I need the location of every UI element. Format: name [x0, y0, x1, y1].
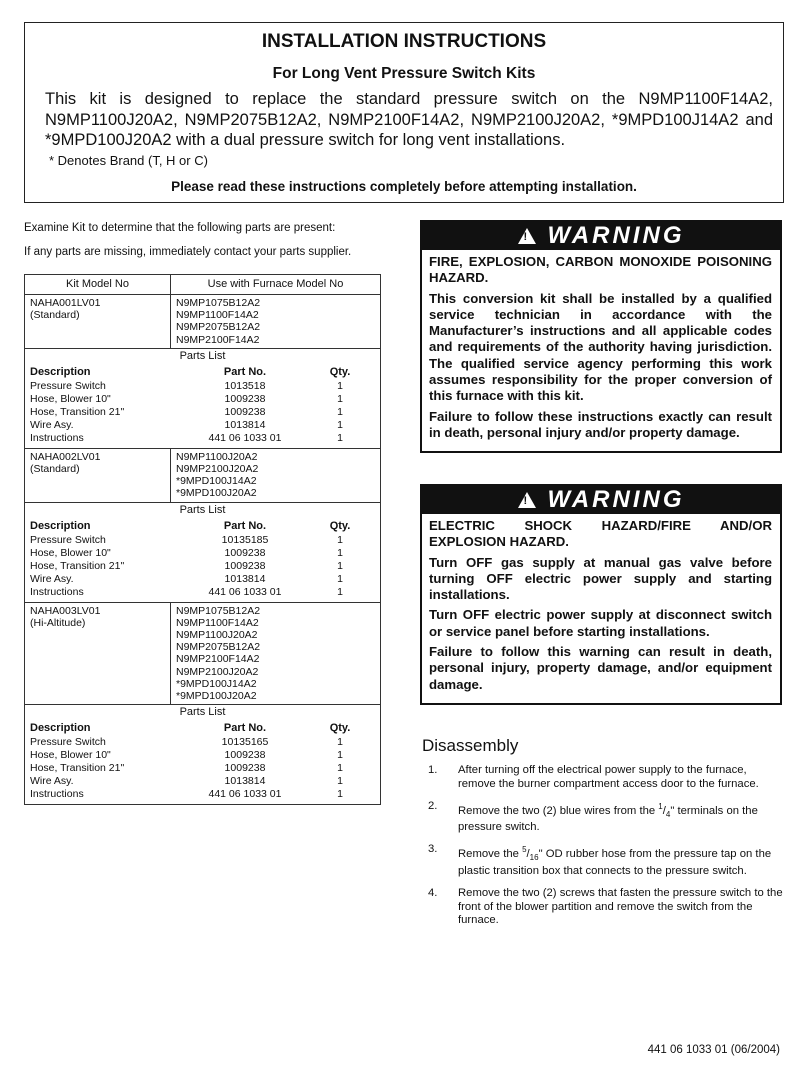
kit-variant: (Standard): [30, 463, 80, 476]
furnace-model: N9MP1100F14A2: [176, 616, 259, 629]
kit-body: [25, 295, 381, 805]
parts-header: [25, 364, 380, 380]
warning-banner-text: WARNING: [547, 222, 685, 249]
part-number: 10135165: [221, 736, 269, 749]
kit-row: [25, 448, 381, 502]
part-desc: Hose, Blower 10": [30, 546, 111, 559]
warning-banner-text: WARNING: [547, 486, 685, 513]
part-row: [25, 788, 380, 801]
step-text: [458, 843, 784, 879]
part-qty: 1: [337, 762, 343, 775]
kit-model-number: NAHA001LV01: [30, 297, 101, 309]
parts-list-cell: [25, 502, 381, 602]
step-number: 3.: [428, 843, 438, 856]
part-qty: 1: [337, 559, 343, 572]
part-desc: Wire Asy.: [30, 775, 74, 788]
fraction-slash: /: [526, 847, 530, 860]
kit-row: [25, 602, 381, 705]
part-qty: 1: [337, 585, 343, 598]
parts-row: [25, 705, 381, 805]
kit-model-cell: [25, 602, 171, 705]
brand-note: * Denotes Brand (T, H or C): [49, 153, 208, 168]
part-row: [25, 573, 380, 586]
part-desc: Hose, Transition 21": [30, 762, 125, 775]
warning-paragraph: Failure to follow these instructions exactly can result in death, personal injury and/or property damage.: [429, 408, 772, 440]
parts-row: [25, 348, 381, 448]
part-number: 441 06 1033 01: [208, 788, 282, 801]
part-number: 441 06 1033 01: [208, 585, 282, 598]
disassembly-step: [428, 843, 784, 879]
part-number: 1013518: [224, 379, 266, 392]
kit-model-cell: [25, 448, 171, 502]
kit-variant: (Hi-Altitude): [30, 616, 86, 629]
fraction-denominator: 16: [529, 853, 539, 863]
part-number: 1013814: [224, 572, 266, 585]
kit-model-cell: [25, 295, 171, 349]
part-qty: 1: [337, 749, 343, 762]
furnace-model: N9MP2100F14A2: [176, 653, 260, 666]
furnace-model: N9MP2075B12A2: [176, 321, 261, 334]
part-row: [25, 749, 380, 762]
furnace-model: N9MP1075B12A2: [176, 604, 261, 617]
step-number: 1.: [428, 764, 438, 776]
kit-variant: (Standard): [30, 309, 80, 322]
warning-banner: [422, 222, 780, 250]
parts-header-qty: Qty.: [329, 722, 351, 735]
warning-paragraph: Failure to follow this warning can result in death, personal injury, property damage, and/or equipment damage.: [429, 644, 772, 692]
part-row: [25, 775, 380, 788]
warning-banner: [422, 486, 780, 514]
part-desc: Instructions: [30, 431, 84, 444]
part-number: 1009238: [224, 546, 266, 559]
parts-header-desc: Description: [30, 722, 91, 735]
parts-header-qty: Qty.: [329, 365, 351, 378]
part-qty: 1: [337, 405, 343, 418]
examine-line: Examine Kit to determine that the following parts are present:: [24, 222, 336, 234]
part-qty: 1: [337, 379, 343, 392]
part-row: [25, 547, 380, 560]
step-text-part: Remove the two (2) blue wires from the: [458, 804, 659, 817]
part-row: [25, 762, 380, 775]
part-row: [25, 393, 380, 406]
parts-header-part: Part No.: [223, 722, 267, 735]
furnace-model: N9MP2100J20A2: [176, 463, 259, 476]
part-row: [25, 406, 380, 419]
parts-header: [25, 518, 380, 534]
part-desc: Wire Asy.: [30, 572, 74, 585]
part-qty: 1: [337, 418, 343, 431]
step-text-part: Remove the: [458, 847, 523, 860]
part-desc: Pressure Switch: [30, 736, 106, 749]
part-number: 1009238: [224, 392, 266, 405]
furnace-model: N9MP2100F14A2: [176, 333, 260, 346]
part-number: 1009238: [224, 749, 266, 762]
warning-triangle-icon: !: [518, 492, 536, 508]
header-box: [24, 22, 784, 203]
step-text: [458, 764, 784, 792]
table-header-row: [25, 275, 381, 295]
kit-row: [25, 295, 381, 349]
part-qty: 1: [337, 572, 343, 585]
step-text-part: " OD rubber hose from the pressure tap on the plastic transition box that connects to the pressure switch.: [458, 847, 772, 878]
page-subtitle: For Long Vent Pressure Switch Kits: [272, 65, 536, 82]
kit-model-number: NAHA003LV01: [30, 604, 101, 617]
part-desc: Pressure Switch: [30, 379, 106, 392]
warning-box-electric: [420, 484, 782, 705]
part-qty: 1: [337, 775, 343, 788]
furnace-model: *9MPD100J20A2: [176, 487, 257, 500]
part-number: 1009238: [224, 762, 266, 775]
part-desc: Pressure Switch: [30, 533, 106, 546]
furnace-model: N9MP1075B12A2: [176, 297, 261, 309]
furnace-model: N9MP2075B12A2: [176, 641, 261, 654]
part-number: 1013814: [224, 775, 266, 788]
page-title: INSTALLATION INSTRUCTIONS: [261, 31, 547, 52]
part-row: [25, 534, 380, 547]
disassembly-step: [428, 887, 784, 928]
parts-list-cell: [25, 348, 381, 448]
warning-paragraph: Turn OFF gas supply at manual gas valve before turning OFF electric power supply and starting installations.: [429, 554, 772, 603]
document-number: 441 06 1033 01 (06/2004): [647, 1044, 780, 1056]
fraction-numerator: 1: [658, 801, 663, 811]
part-qty: 1: [337, 392, 343, 405]
disassembly-heading: Disassembly: [422, 736, 519, 755]
furnace-models-cell: [171, 448, 381, 502]
part-desc: Hose, Transition 21": [30, 559, 125, 572]
part-qty: 1: [337, 788, 343, 801]
parts-list-cell: [25, 705, 381, 805]
part-row: [25, 380, 380, 393]
parts-list-label: Parts List: [179, 349, 226, 362]
step-text-part: Remove the two (2) screws that fasten the pressure switch to the front of the blower partition and remove the switch from the furnace.: [458, 886, 783, 927]
parts-header-part: Part No.: [223, 519, 267, 532]
furnace-model: *9MPD100J14A2: [176, 475, 257, 488]
intro-paragraph: This kit is designed to replace the standard pressure switch on the N9MP1100F14A2, N9MP1100J20A2, N9MP2075B12A2, N9MP2100F14A2, N9MP2100J20A2, *9MPD100J14A2 and *9MPD100J20A2 with a dual pressure switch for long vent installations.: [45, 90, 773, 149]
disassembly-step: [428, 764, 784, 792]
part-qty: 1: [337, 736, 343, 749]
parts-header-part: Part No.: [223, 365, 267, 378]
step-text: [458, 887, 784, 928]
disassembly-steps: [428, 764, 784, 936]
step-number: 2.: [428, 799, 438, 812]
part-row: [25, 432, 380, 445]
parts-header-desc: Description: [30, 365, 91, 378]
part-row: [25, 586, 380, 599]
part-qty: 1: [337, 431, 343, 444]
col-kit-header: Kit Model No: [25, 275, 171, 295]
part-number: 1009238: [224, 405, 266, 418]
warning-paragraph: Turn OFF electric power supply at disconnect switch or service panel before starting installations.: [429, 607, 772, 639]
part-desc: Instructions: [30, 788, 84, 801]
read-note: Please read these instructions completely before attempting installation.: [171, 179, 637, 194]
missing-parts-line: If any parts are missing, immediately contact your parts supplier.: [24, 246, 352, 258]
furnace-models-cell: [171, 602, 381, 705]
parts-list-label: Parts List: [179, 503, 226, 516]
part-qty: 1: [337, 533, 343, 546]
parts-header-desc: Description: [30, 519, 91, 532]
warning-triangle-icon: !: [518, 228, 536, 244]
furnace-model: *9MPD100J20A2: [176, 690, 257, 703]
furnace-model: N9MP1100J20A2: [176, 629, 258, 642]
step-text: [458, 800, 784, 836]
parts-row: [25, 502, 381, 602]
part-qty: 1: [337, 546, 343, 559]
parts-list-label: Parts List: [179, 706, 226, 719]
fraction-slash: /: [662, 804, 666, 817]
kit-model-number: NAHA002LV01: [30, 450, 101, 463]
step-number: 4.: [428, 886, 438, 899]
parts-header: [25, 720, 380, 736]
part-desc: Hose, Transition 21": [30, 405, 125, 418]
fraction-numerator: 5: [522, 845, 527, 855]
warning-body: [422, 514, 780, 703]
disassembly-step: [428, 800, 784, 836]
part-number: 1013814: [224, 418, 266, 431]
part-desc: Hose, Blower 10": [30, 749, 111, 762]
part-row: [25, 419, 380, 432]
warning-box-fire: [420, 220, 782, 453]
warning-hazard: FIRE, EXPLOSION, CARBON MONOXIDE POISONING HAZARD.: [429, 254, 772, 286]
part-number: 1009238: [224, 559, 266, 572]
part-desc: Wire Asy.: [30, 418, 74, 431]
furnace-models-cell: [171, 295, 381, 349]
part-row: [25, 560, 380, 573]
furnace-model: N9MP1100J20A2: [176, 450, 258, 463]
warning-hazard: ELECTRIC SHOCK HAZARD/FIRE AND/OR EXPLOSION HAZARD.: [429, 518, 772, 550]
warning-body: [422, 250, 780, 451]
kit-table: [24, 274, 381, 805]
furnace-model: N9MP1100F14A2: [176, 309, 259, 322]
step-text-part: " terminals on the pressure switch.: [458, 804, 758, 834]
part-desc: Hose, Blower 10": [30, 392, 111, 405]
part-row: [25, 736, 380, 749]
part-number: 441 06 1033 01: [208, 431, 282, 444]
part-number: 10135185: [221, 533, 269, 546]
furnace-model: N9MP2100J20A2: [176, 665, 259, 678]
parts-header-qty: Qty.: [329, 519, 351, 532]
part-desc: Instructions: [30, 585, 84, 598]
col-furnace-header: Use with Furnace Model No: [171, 275, 381, 295]
step-text-part: After turning off the electrical power supply to the furnace, remove the burner compartment access door to the furnace.: [458, 764, 759, 790]
furnace-model: *9MPD100J14A2: [176, 677, 257, 690]
warning-paragraph: This conversion kit shall be installed by a qualified service technician in accordance with the Manufacturer’s instructions and all applicable codes and requirements of the authority having jurisdiction. The qualified service agency performing this work assumes responsibility for the proper conversion of this furnace with this kit.: [429, 290, 772, 404]
fraction-denominator: 4: [665, 809, 671, 819]
